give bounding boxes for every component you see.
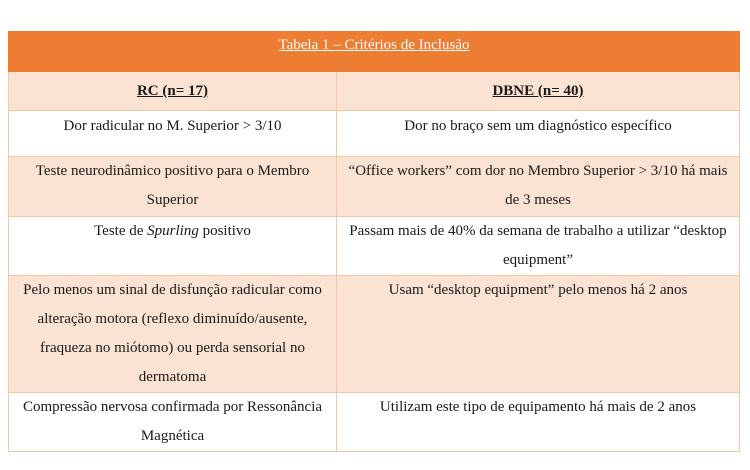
cell-rc: Compressão nervosa confirmada por Ressonância Magnética (9, 393, 337, 452)
cell-rc: Dor radicular no M. Superior > 3/10 (9, 111, 337, 157)
inclusion-criteria-table (8, 31, 740, 452)
cell-rc (9, 217, 337, 276)
cell-rc-italic: Spurling (147, 223, 199, 239)
table-row (9, 276, 740, 393)
cell-dbne: “Office workers” com dor no Membro Superior > 3/10 há mais de 3 meses (337, 157, 740, 217)
cell-dbne: Passam mais de 40% da semana de trabalho a utilizar “desktop equipment” (337, 217, 740, 276)
cell-rc: Pelo menos um sinal de disfunção radicular como alteração motora (reflexo diminuído/ausente, fraqueza no miótomo) ou perda sensorial no dermatoma (9, 276, 337, 393)
table-title-row (9, 32, 740, 72)
table-header-row (9, 72, 740, 111)
table-row (9, 217, 740, 276)
table-row (9, 393, 740, 452)
inclusion-criteria-table-wrapper (8, 31, 740, 452)
cell-dbne: Usam “desktop equipment” pelo menos há 2 anos (337, 276, 740, 393)
cell-rc-suffix: positivo (198, 223, 251, 239)
cell-rc-prefix: Teste de (94, 223, 148, 239)
table-title: Tabela 1 – Critérios de Inclusão (278, 37, 470, 53)
cell-dbne: Dor no braço sem um diagnóstico específico (337, 111, 740, 157)
cell-dbne: Utilizam este tipo de equipamento há mais de 2 anos (337, 393, 740, 452)
table-title-cell (9, 32, 740, 72)
table-row (9, 157, 740, 217)
header-dbne: DBNE (n= 40) (337, 72, 740, 111)
cell-rc: Teste neurodinâmico positivo para o Membro Superior (9, 157, 337, 217)
table-row (9, 111, 740, 157)
header-rc: RC (n= 17) (9, 72, 337, 111)
